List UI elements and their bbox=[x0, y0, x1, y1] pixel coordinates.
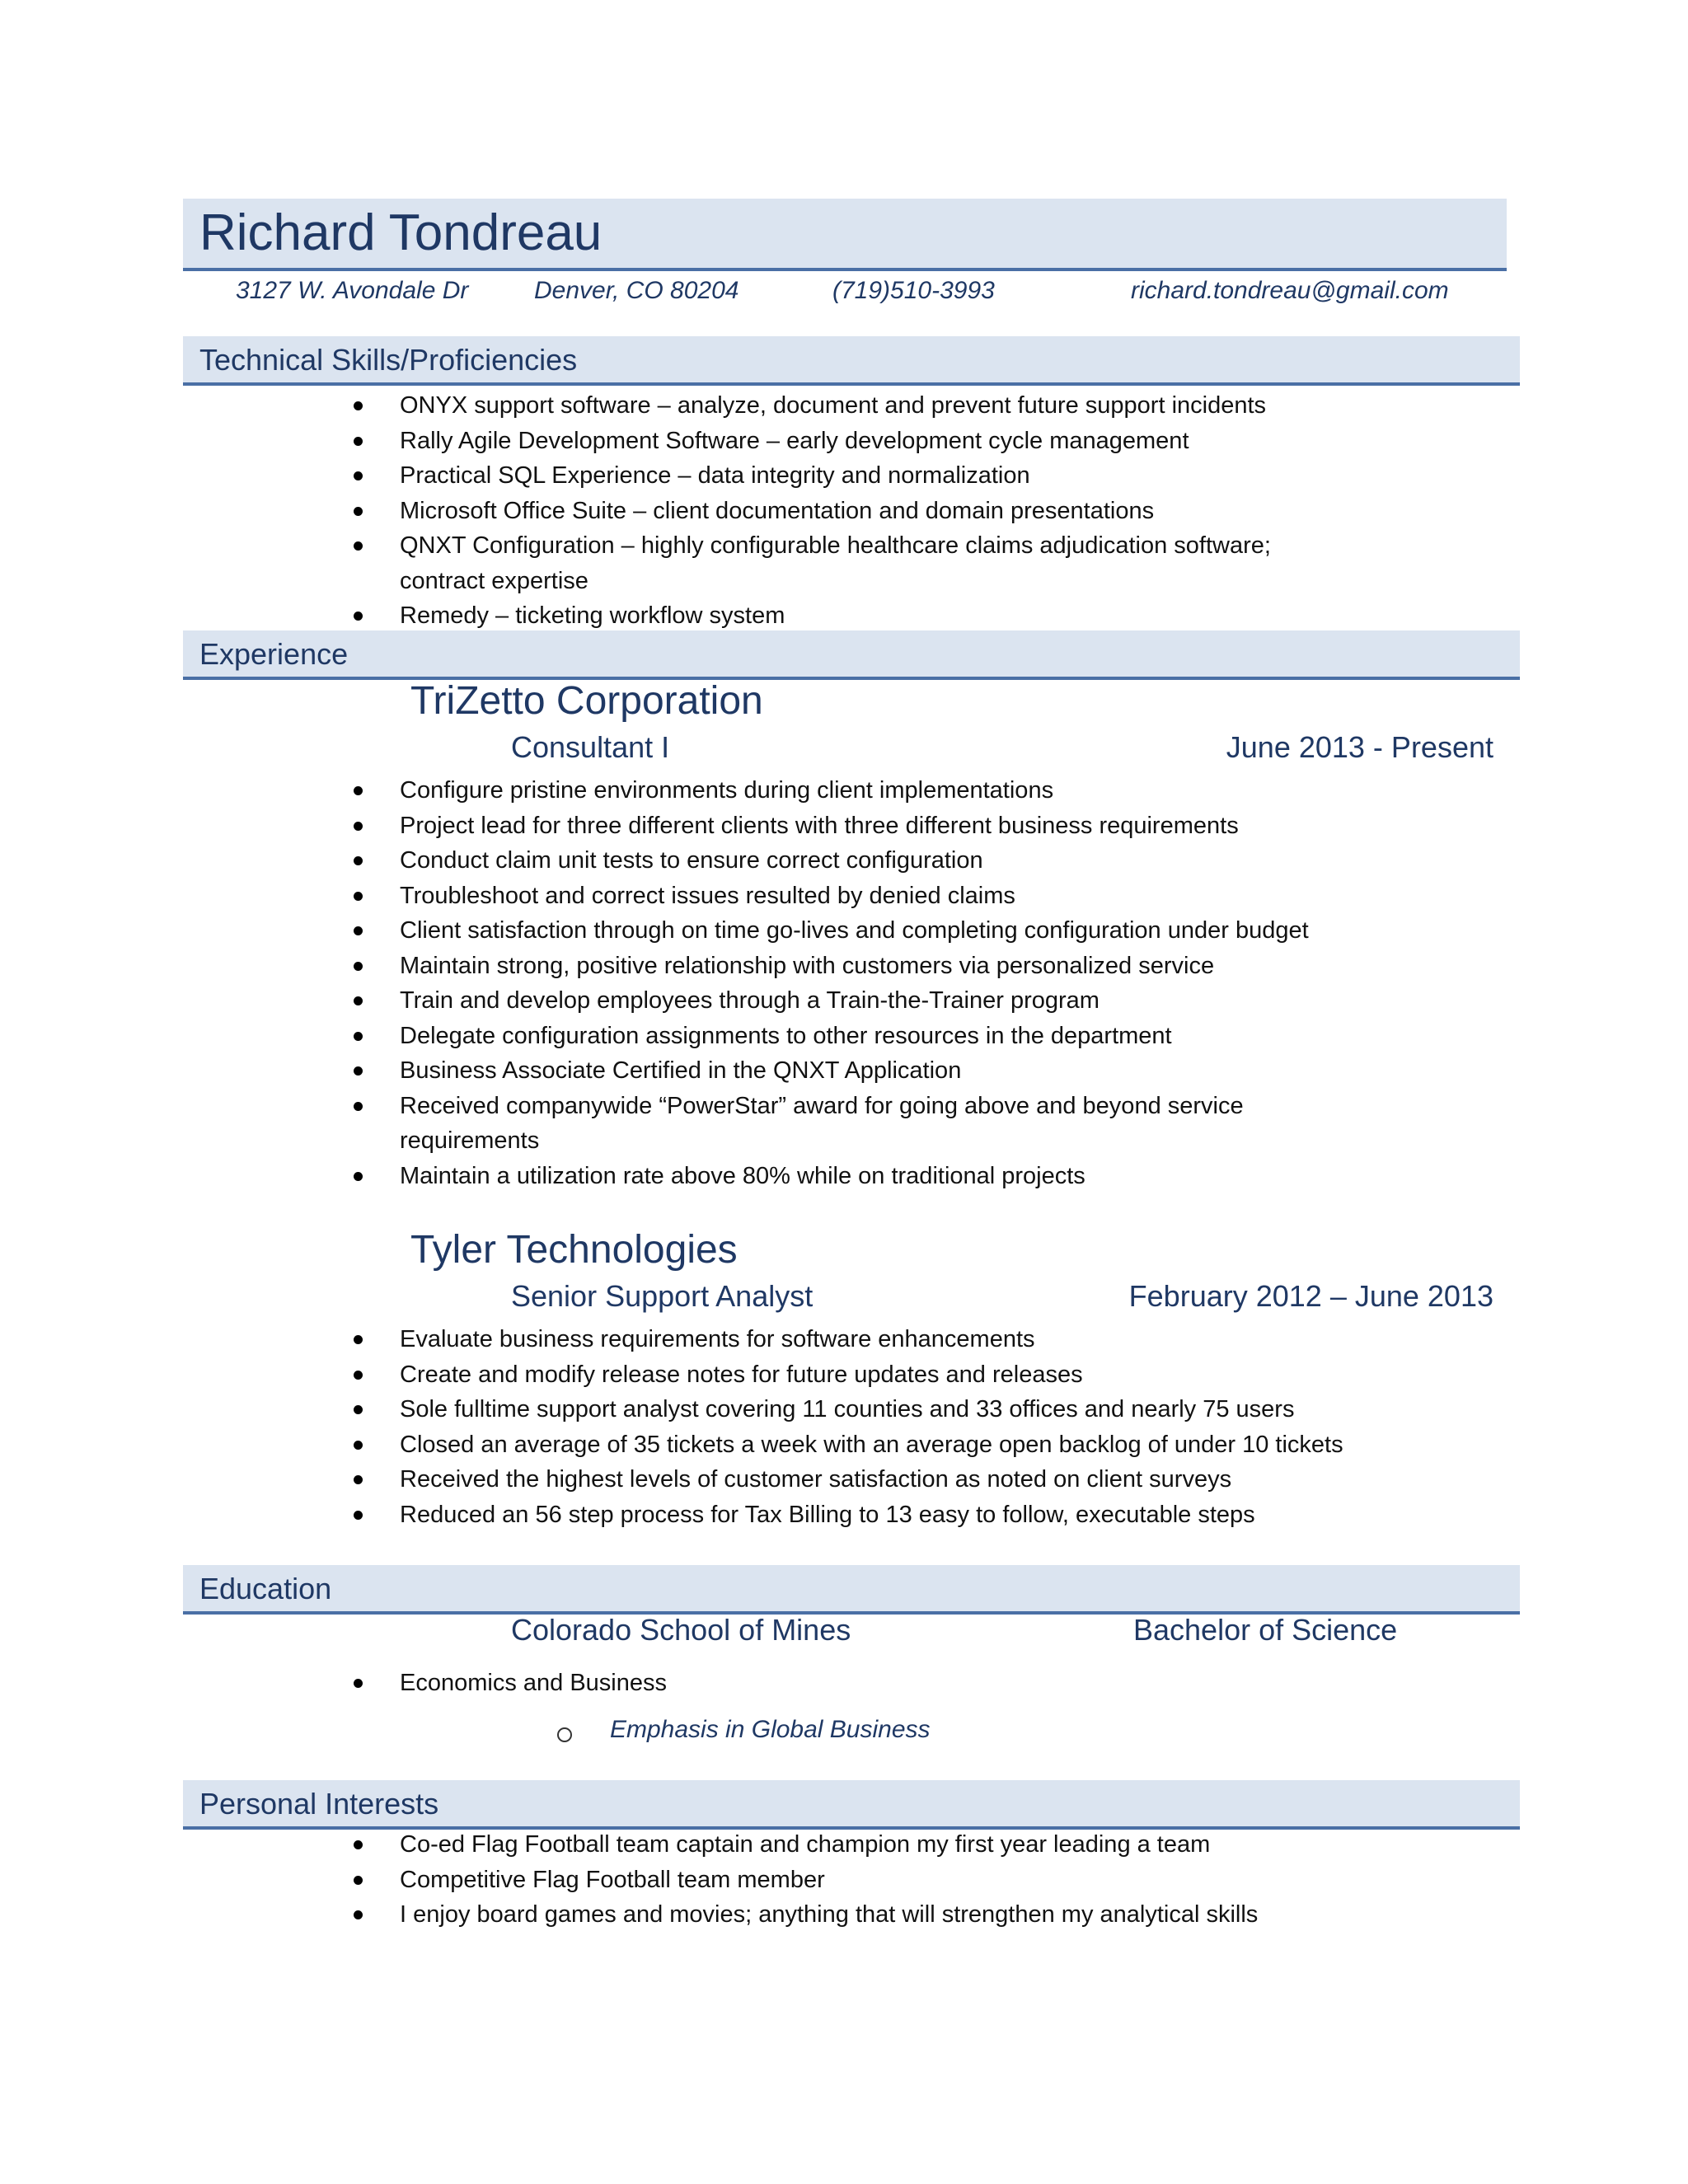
list-item: Received the highest levels of customer satisfaction as noted on client surveys bbox=[346, 1462, 1500, 1497]
experience-section-header bbox=[183, 630, 1520, 680]
company-name: Tyler Technologies bbox=[410, 1228, 738, 1272]
experience-title: Experience bbox=[199, 637, 349, 671]
list-item: Client satisfaction through on time go-lives and completing configuration under budget bbox=[346, 913, 1500, 949]
skills-section-header bbox=[183, 336, 1520, 386]
list-item: Reduced an 56 step process for Tax Billing to 13 easy to follow, executable steps bbox=[346, 1497, 1500, 1533]
list-item: Rally Agile Development Software – early development cycle management bbox=[346, 424, 1500, 459]
school-name: Colorado School of Mines bbox=[511, 1613, 851, 1647]
list-item: Maintain strong, positive relationship with customers via personalized service bbox=[346, 949, 1500, 984]
list-item: ONYX support software – analyze, document and prevent future support incidents bbox=[346, 388, 1500, 424]
list-item: Troubleshoot and correct issues resulted by denied claims bbox=[346, 879, 1500, 914]
list-item: Closed an average of 35 tickets a week with an average open backlog of under 10 tickets bbox=[346, 1427, 1500, 1463]
company-name: TriZetto Corporation bbox=[410, 679, 763, 723]
list-item: Microsoft Office Suite – client documentation and domain presentations bbox=[346, 494, 1500, 529]
interests-list bbox=[346, 1827, 1500, 1933]
list-item: Competitive Flag Football team member bbox=[346, 1863, 1500, 1898]
interests-section-header bbox=[183, 1780, 1520, 1830]
education-section-header bbox=[183, 1565, 1520, 1615]
education-list bbox=[346, 1666, 1500, 1701]
job-dates: February 2012 – June 2013 bbox=[1128, 1279, 1493, 1313]
contact-email: richard.tondreau@gmail.com bbox=[1131, 277, 1449, 304]
candidate-name: Richard Tondreau bbox=[199, 204, 603, 261]
job-duties-list bbox=[346, 773, 1500, 1193]
job-dates: June 2013 - Present bbox=[1226, 730, 1493, 764]
name-header-bar bbox=[183, 199, 1507, 271]
contact-phone: (719)510-3993 bbox=[832, 277, 995, 304]
education-title: Education bbox=[199, 1572, 332, 1605]
list-item-continuation: requirements bbox=[400, 1127, 540, 1154]
list-item: Configure pristine environments during client implementations bbox=[346, 773, 1500, 808]
list-item: Train and develop employees through a Train-the-Trainer program bbox=[346, 983, 1500, 1019]
degree-name: Bachelor of Science bbox=[1133, 1613, 1398, 1647]
contact-city: Denver, CO 80204 bbox=[534, 277, 739, 304]
list-item: Received companywide “PowerStar” award for going above and beyond service bbox=[346, 1089, 1500, 1124]
job-role: Consultant I bbox=[511, 730, 670, 764]
list-item: Maintain a utilization rate above 80% while on traditional projects bbox=[346, 1159, 1500, 1194]
list-item: Create and modify release notes for future updates and releases bbox=[346, 1357, 1500, 1393]
sub-list-item: Emphasis in Global Business bbox=[610, 1716, 931, 1743]
skills-list bbox=[346, 388, 1500, 634]
list-item: Economics and Business bbox=[346, 1666, 1500, 1701]
list-item: Evaluate business requirements for software enhancements bbox=[346, 1322, 1500, 1357]
list-item: Delegate configuration assignments to other resources in the department bbox=[346, 1019, 1500, 1054]
job-duties-list bbox=[346, 1322, 1500, 1532]
list-item: QNXT Configuration – highly configurable healthcare claims adjudication software; bbox=[346, 528, 1500, 564]
list-item: Conduct claim unit tests to ensure correct configuration bbox=[346, 843, 1500, 879]
list-item: Sole fulltime support analyst covering 11 counties and 33 offices and nearly 75 users bbox=[346, 1392, 1500, 1427]
list-item: Business Associate Certified in the QNXT Application bbox=[346, 1053, 1500, 1089]
list-item-continuation: contract expertise bbox=[400, 567, 588, 594]
job-role: Senior Support Analyst bbox=[511, 1279, 814, 1313]
list-item: Remedy – ticketing workflow system bbox=[346, 598, 1500, 634]
hollow-bullet-icon bbox=[557, 1727, 572, 1742]
skills-title: Technical Skills/Proficiencies bbox=[199, 343, 578, 377]
contact-address: 3127 W. Avondale Dr bbox=[236, 277, 469, 304]
interests-title: Personal Interests bbox=[199, 1787, 439, 1821]
list-item: Practical SQL Experience – data integrity and normalization bbox=[346, 458, 1500, 494]
list-item: Co-ed Flag Football team captain and champion my first year leading a team bbox=[346, 1827, 1500, 1863]
list-item: Project lead for three different clients with three different business requirements bbox=[346, 808, 1500, 844]
list-item: I enjoy board games and movies; anything that will strengthen my analytical skills bbox=[346, 1897, 1500, 1933]
